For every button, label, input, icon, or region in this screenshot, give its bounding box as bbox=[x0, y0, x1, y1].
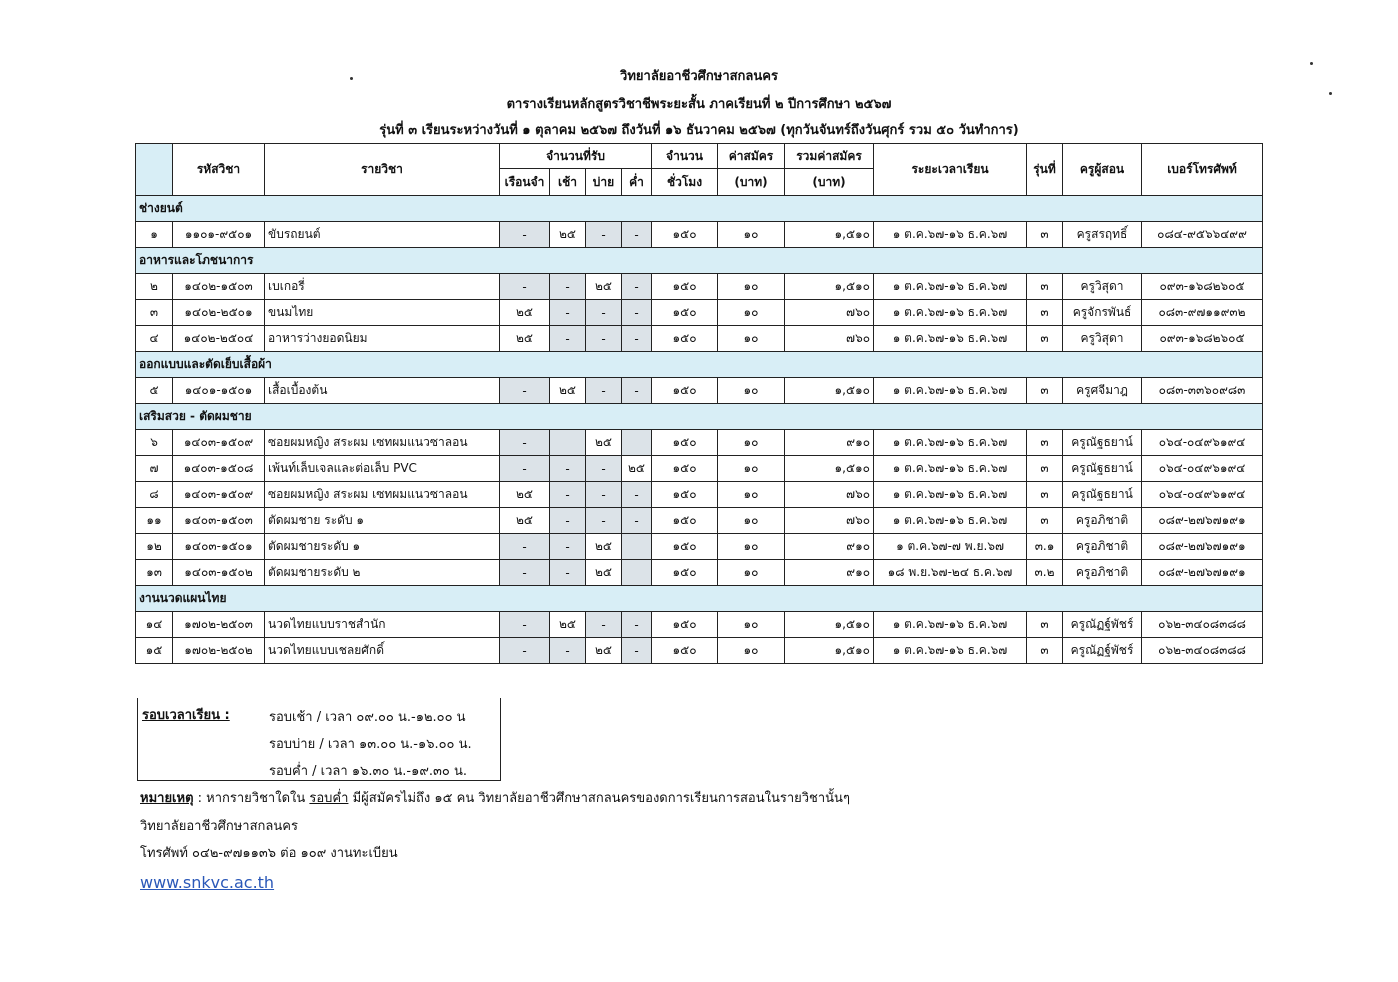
table-row bbox=[136, 430, 1263, 456]
cell-afternoon: - bbox=[586, 508, 622, 534]
cell-dorm: ๒๕ bbox=[500, 326, 550, 352]
table-row bbox=[136, 534, 1263, 560]
rounds-label: รอบเวลาเรียน : bbox=[142, 708, 230, 723]
cell-phone: ๐๖๔-๐๔๙๖๑๙๔ bbox=[1142, 482, 1263, 508]
cell-afternoon: - bbox=[586, 612, 622, 638]
cell-batch: ๓ bbox=[1027, 300, 1063, 326]
cell-subject: เสื้อเบื้องต้น bbox=[265, 378, 500, 404]
cell-evening: - bbox=[622, 222, 652, 248]
cell-subject: ตัดผมชาย ระดับ ๑ bbox=[265, 508, 500, 534]
cell-morning: ๒๕ bbox=[550, 378, 586, 404]
cell-afternoon: ๒๕ bbox=[586, 560, 622, 586]
remark-label: หมายเหตุ bbox=[140, 791, 194, 806]
cell-morning: ๒๕ bbox=[550, 612, 586, 638]
cell-phone: ๐๘๔-๙๕๖๖๔๙๙ bbox=[1142, 222, 1263, 248]
cell-afternoon: - bbox=[586, 222, 622, 248]
scan-speck bbox=[1329, 92, 1332, 95]
header-teacher: ครูผู้สอน bbox=[1063, 144, 1142, 196]
cell-dorm: - bbox=[500, 274, 550, 300]
cell-hours: ๑๕๐ bbox=[652, 508, 718, 534]
group-row bbox=[136, 196, 1263, 222]
cell-phone: ๐๘๓-๙๗๑๑๙๓๒ bbox=[1142, 300, 1263, 326]
cell-total: ๙๑๐ bbox=[785, 430, 874, 456]
cell-total: ๑,๕๑๐ bbox=[785, 222, 874, 248]
cell-phone: ๐๙๓-๑๖๘๒๖๐๕ bbox=[1142, 274, 1263, 300]
cell-phone: ๐๘๙-๒๗๖๗๑๙๑ bbox=[1142, 534, 1263, 560]
cell-dorm: - bbox=[500, 534, 550, 560]
cell-no: ๑๕ bbox=[136, 638, 173, 664]
cell-fee: ๑๐ bbox=[718, 274, 785, 300]
cell-teacher: ครูณัฐธยาน์ bbox=[1063, 482, 1142, 508]
cell-code: ๑๔๐๓-๑๕๐๓ bbox=[173, 508, 265, 534]
website-link[interactable]: www.snkvc.ac.th bbox=[140, 873, 275, 892]
cell-batch: ๓.๒ bbox=[1027, 560, 1063, 586]
cell-evening: - bbox=[622, 378, 652, 404]
cell-evening: - bbox=[622, 300, 652, 326]
cell-morning: - bbox=[550, 456, 586, 482]
cell-total: ๙๑๐ bbox=[785, 560, 874, 586]
cell-subject: ตัดผมชายระดับ ๑ bbox=[265, 534, 500, 560]
cell-dorm: ๒๕ bbox=[500, 508, 550, 534]
cell-afternoon: - bbox=[586, 456, 622, 482]
cell-dorm: - bbox=[500, 638, 550, 664]
cell-phone: ๐๖๒-๓๔๐๘๓๘๘ bbox=[1142, 612, 1263, 638]
cell-code: ๑๔๐๑-๑๕๐๑ bbox=[173, 378, 265, 404]
header-cap-afternoon: บ่าย bbox=[586, 169, 622, 196]
header-fee-top: ค่าสมัคร bbox=[718, 144, 785, 169]
cell-code: ๑๔๐๒-๒๕๐๑ bbox=[173, 300, 265, 326]
cell-morning: - bbox=[550, 638, 586, 664]
cell-no: ๑๑ bbox=[136, 508, 173, 534]
cell-total: ๑,๕๑๐ bbox=[785, 274, 874, 300]
cell-evening: ๒๕ bbox=[622, 456, 652, 482]
cell-batch: ๓ bbox=[1027, 430, 1063, 456]
cell-code: ๑๔๐๒-๑๕๐๓ bbox=[173, 274, 265, 300]
cell-no: ๑๔ bbox=[136, 612, 173, 638]
table-row bbox=[136, 274, 1263, 300]
cell-period: ๑ ต.ค.๖๗-๑๖ ธ.ค.๖๗ bbox=[874, 326, 1027, 352]
header-code: รหัสวิชา bbox=[173, 144, 265, 196]
cell-afternoon: - bbox=[586, 378, 622, 404]
table-row bbox=[136, 482, 1263, 508]
scan-speck bbox=[350, 77, 353, 80]
round-morning: รอบเช้า / เวลา ๐๙.๐๐ น.-๑๒.๐๐ น bbox=[269, 710, 466, 725]
cell-no: ๑๓ bbox=[136, 560, 173, 586]
cell-period: ๑ ต.ค.๖๗-๗ พ.ย.๖๗ bbox=[874, 534, 1027, 560]
group-name: งานนวดแผนไทย bbox=[136, 586, 1263, 612]
cell-morning: ๒๕ bbox=[550, 222, 586, 248]
table-row bbox=[136, 560, 1263, 586]
cell-batch: ๓ bbox=[1027, 274, 1063, 300]
cell-teacher: ครูสรฤทธิ์ bbox=[1063, 222, 1142, 248]
cell-afternoon: ๒๕ bbox=[586, 638, 622, 664]
cell-total: ๑,๕๑๐ bbox=[785, 378, 874, 404]
cell-period: ๑ ต.ค.๖๗-๑๖ ธ.ค.๖๗ bbox=[874, 274, 1027, 300]
cell-phone: ๐๖๔-๐๔๙๖๑๙๔ bbox=[1142, 430, 1263, 456]
schedule-table bbox=[135, 143, 1263, 664]
cell-subject: นวดไทยแบบเชลยศักดิ์ bbox=[265, 638, 500, 664]
cell-hours: ๑๕๐ bbox=[652, 456, 718, 482]
cell-no: ๑ bbox=[136, 222, 173, 248]
cell-afternoon: - bbox=[586, 326, 622, 352]
cell-teacher: ครูศจีมาฎ bbox=[1063, 378, 1142, 404]
cell-total: ๑,๕๑๐ bbox=[785, 638, 874, 664]
cell-morning: - bbox=[550, 482, 586, 508]
cell-phone: ๐๙๓-๑๖๘๒๖๐๕ bbox=[1142, 326, 1263, 352]
cell-evening bbox=[622, 560, 652, 586]
footer-college: วิทยาลัยอาชีวศึกษาสกลนคร bbox=[140, 819, 298, 834]
cell-code: ๑๑๐๑-๙๕๐๑ bbox=[173, 222, 265, 248]
round-evening: รอบค่ำ / เวลา ๑๖.๓๐ น.-๑๙.๓๐ น. bbox=[269, 764, 468, 779]
cell-evening: - bbox=[622, 638, 652, 664]
cell-code: ๑๔๐๓-๑๕๐๘ bbox=[173, 456, 265, 482]
cell-total: ๗๖๐ bbox=[785, 326, 874, 352]
header-subject: รายวิชา bbox=[265, 144, 500, 196]
cell-fee: ๑๐ bbox=[718, 300, 785, 326]
group-name: ช่างยนต์ bbox=[136, 196, 1263, 222]
cell-afternoon: - bbox=[586, 300, 622, 326]
header-period: ระยะเวลาเรียน bbox=[874, 144, 1027, 196]
table-row bbox=[136, 222, 1263, 248]
cell-subject: ขับรถยนต์ bbox=[265, 222, 500, 248]
table-row bbox=[136, 378, 1263, 404]
header-hours-bottom: ชั่วโมง bbox=[652, 169, 718, 196]
cell-batch: ๓ bbox=[1027, 612, 1063, 638]
schedule-title: ตารางเรียนหลักสูตรวิชาชีพระยะสั้น ภาคเรียนที่ ๒ ปีการศึกษา ๒๕๖๗ bbox=[506, 97, 892, 112]
header-total-top: รวมค่าสมัคร bbox=[785, 144, 874, 169]
cell-no: ๒ bbox=[136, 274, 173, 300]
table-row bbox=[136, 612, 1263, 638]
header-total-bottom: (บาท) bbox=[785, 169, 874, 196]
cell-fee: ๑๐ bbox=[718, 508, 785, 534]
cell-no: ๓ bbox=[136, 300, 173, 326]
table-row bbox=[136, 300, 1263, 326]
cell-hours: ๑๕๐ bbox=[652, 430, 718, 456]
cell-total: ๑,๕๑๐ bbox=[785, 456, 874, 482]
cell-afternoon: ๒๕ bbox=[586, 274, 622, 300]
cell-fee: ๑๐ bbox=[718, 222, 785, 248]
cell-hours: ๑๕๐ bbox=[652, 482, 718, 508]
group-row bbox=[136, 352, 1263, 378]
header-cap-morning: เช้า bbox=[550, 169, 586, 196]
cell-teacher: ครูอภิชาติ bbox=[1063, 560, 1142, 586]
cell-morning: - bbox=[550, 300, 586, 326]
cell-evening: - bbox=[622, 482, 652, 508]
cell-period: ๑ ต.ค.๖๗-๑๖ ธ.ค.๖๗ bbox=[874, 508, 1027, 534]
cell-teacher: ครูณัฏฐ์พัชร์ bbox=[1063, 612, 1142, 638]
group-row bbox=[136, 586, 1263, 612]
cell-code: ๑๗๐๒-๒๕๐๓ bbox=[173, 612, 265, 638]
cell-no: ๑๒ bbox=[136, 534, 173, 560]
cell-teacher: ครูวิสุดา bbox=[1063, 326, 1142, 352]
cell-subject: เบเกอรี่ bbox=[265, 274, 500, 300]
cell-period: ๑ ต.ค.๖๗-๑๖ ธ.ค.๖๗ bbox=[874, 638, 1027, 664]
cell-fee: ๑๐ bbox=[718, 456, 785, 482]
cell-evening bbox=[622, 534, 652, 560]
header-fee-bottom: (บาท) bbox=[718, 169, 785, 196]
cell-code: ๑๔๐๓-๑๕๐๙ bbox=[173, 430, 265, 456]
group-name: อาหารและโภชนาการ bbox=[136, 248, 1263, 274]
group-row bbox=[136, 404, 1263, 430]
cell-fee: ๑๐ bbox=[718, 482, 785, 508]
cell-dorm: - bbox=[500, 222, 550, 248]
table-row bbox=[136, 326, 1263, 352]
cell-subject: ซอยผมหญิง สระผม เซทผมแนวซาลอน bbox=[265, 430, 500, 456]
table-row bbox=[136, 456, 1263, 482]
cell-total: ๗๖๐ bbox=[785, 482, 874, 508]
cell-phone: ๐๖๔-๐๔๙๖๑๙๔ bbox=[1142, 456, 1263, 482]
schedule-subtitle: รุ่นที่ ๓ เรียนระหว่างวันที่ ๑ ตุลาคม ๒๕๖๗ ถึงวันที่ ๑๖ ธันวาคม ๒๕๖๗ (ทุกวันจันทร์ถึงวันศุกร์ รวม ๕๐ วันทำการ) bbox=[379, 123, 1019, 138]
cell-no: ๗ bbox=[136, 456, 173, 482]
cell-teacher: ครูจักรพันธ์ bbox=[1063, 300, 1142, 326]
cell-teacher: ครูณัฏฐ์พัชร์ bbox=[1063, 638, 1142, 664]
cell-period: ๑ ต.ค.๖๗-๑๖ ธ.ค.๖๗ bbox=[874, 612, 1027, 638]
cell-phone: ๐๘๙-๒๗๖๗๑๙๑ bbox=[1142, 508, 1263, 534]
round-afternoon: รอบบ่าย / เวลา ๑๓.๐๐ น.-๑๖.๐๐ น. bbox=[269, 737, 472, 752]
cell-evening: - bbox=[622, 508, 652, 534]
cell-morning: - bbox=[550, 326, 586, 352]
cell-hours: ๑๕๐ bbox=[652, 534, 718, 560]
cell-code: ๑๔๐๓-๑๕๐๒ bbox=[173, 560, 265, 586]
footer-phone: โทรศัพท์ ๐๔๒-๙๗๑๑๓๖ ต่อ ๑๐๙ งานทะเบียน bbox=[140, 846, 398, 861]
cell-code: ๑๔๐๒-๒๕๐๔ bbox=[173, 326, 265, 352]
cell-hours: ๑๕๐ bbox=[652, 274, 718, 300]
cell-teacher: ครูวิสุดา bbox=[1063, 274, 1142, 300]
cell-subject: อาหารว่างยอดนิยม bbox=[265, 326, 500, 352]
cell-batch: ๓ bbox=[1027, 222, 1063, 248]
cell-batch: ๓.๑ bbox=[1027, 534, 1063, 560]
cell-subject: ขนมไทย bbox=[265, 300, 500, 326]
cell-evening: - bbox=[622, 274, 652, 300]
cell-code: ๑๔๐๓-๑๕๐๙ bbox=[173, 482, 265, 508]
header-batch: รุ่นที่ bbox=[1027, 144, 1063, 196]
cell-batch: ๓ bbox=[1027, 482, 1063, 508]
header-capacity: จำนวนที่รับ bbox=[500, 144, 652, 169]
remark-emphasis: รอบค่ำ bbox=[309, 791, 349, 806]
cell-no: ๔ bbox=[136, 326, 173, 352]
cell-fee: ๑๐ bbox=[718, 326, 785, 352]
cell-fee: ๑๐ bbox=[718, 378, 785, 404]
cell-fee: ๑๐ bbox=[718, 612, 785, 638]
cell-phone: ๐๘๓-๓๓๖๐๙๘๓ bbox=[1142, 378, 1263, 404]
cell-evening: - bbox=[622, 612, 652, 638]
cell-morning bbox=[550, 430, 586, 456]
table-row bbox=[136, 638, 1263, 664]
cell-hours: ๑๕๐ bbox=[652, 222, 718, 248]
cell-evening bbox=[622, 430, 652, 456]
header-phone: เบอร์โทรศัพท์ bbox=[1142, 144, 1263, 196]
cell-code: ๑๗๐๒-๒๕๐๒ bbox=[173, 638, 265, 664]
header-blank bbox=[136, 144, 173, 196]
cell-dorm: - bbox=[500, 456, 550, 482]
header-cap-evening: ค่ำ bbox=[622, 169, 652, 196]
cell-morning: - bbox=[550, 560, 586, 586]
remark-post: มีผู้สมัครไม่ถึง ๑๕ คน วิทยาลัยอาชีวศึกษาสกลนครของดการเรียนการสอนในรายวิชานั้นๆ bbox=[348, 791, 850, 806]
table-row bbox=[136, 508, 1263, 534]
cell-hours: ๑๕๐ bbox=[652, 560, 718, 586]
cell-fee: ๑๐ bbox=[718, 534, 785, 560]
cell-batch: ๓ bbox=[1027, 326, 1063, 352]
cell-phone: ๐๘๙-๒๗๖๗๑๙๑ bbox=[1142, 560, 1263, 586]
cell-period: ๑ ต.ค.๖๗-๑๖ ธ.ค.๖๗ bbox=[874, 222, 1027, 248]
cell-total: ๗๖๐ bbox=[785, 300, 874, 326]
cell-subject: ซอยผมหญิง สระผม เซทผมแนวซาลอน bbox=[265, 482, 500, 508]
cell-evening: - bbox=[622, 326, 652, 352]
header-hours-top: จำนวน bbox=[652, 144, 718, 169]
cell-batch: ๓ bbox=[1027, 378, 1063, 404]
cell-teacher: ครูณัฐธยาน์ bbox=[1063, 456, 1142, 482]
cell-subject: ตัดผมชายระดับ ๒ bbox=[265, 560, 500, 586]
cell-batch: ๓ bbox=[1027, 508, 1063, 534]
cell-afternoon: ๒๕ bbox=[586, 534, 622, 560]
cell-dorm: - bbox=[500, 560, 550, 586]
cell-period: ๑๘ พ.ย.๖๗-๒๔ ธ.ค.๖๗ bbox=[874, 560, 1027, 586]
remark-pre: : หากรายวิชาใดใน bbox=[193, 791, 310, 806]
cell-hours: ๑๕๐ bbox=[652, 326, 718, 352]
cell-subject: นวดไทยแบบราชสำนัก bbox=[265, 612, 500, 638]
cell-period: ๑ ต.ค.๖๗-๑๖ ธ.ค.๖๗ bbox=[874, 456, 1027, 482]
group-name: ออกแบบและตัดเย็บเสื้อผ้า bbox=[136, 352, 1263, 378]
cell-fee: ๑๐ bbox=[718, 430, 785, 456]
cell-afternoon: - bbox=[586, 482, 622, 508]
cell-dorm: ๒๕ bbox=[500, 482, 550, 508]
group-name: เสริมสวย - ตัดผมชาย bbox=[136, 404, 1263, 430]
cell-hours: ๑๕๐ bbox=[652, 300, 718, 326]
cell-period: ๑ ต.ค.๖๗-๑๖ ธ.ค.๖๗ bbox=[874, 378, 1027, 404]
cell-total: ๗๖๐ bbox=[785, 508, 874, 534]
cell-no: ๖ bbox=[136, 430, 173, 456]
cell-dorm: - bbox=[500, 378, 550, 404]
cell-subject: เพ้นท์เล็บเจลและต่อเล็บ PVC bbox=[265, 456, 500, 482]
cell-no: ๕ bbox=[136, 378, 173, 404]
cell-teacher: ครูอภิชาติ bbox=[1063, 508, 1142, 534]
cell-dorm: ๒๕ bbox=[500, 300, 550, 326]
cell-hours: ๑๕๐ bbox=[652, 378, 718, 404]
cell-phone: ๐๖๒-๓๔๐๘๓๘๘ bbox=[1142, 638, 1263, 664]
cell-teacher: ครูอภิชาติ bbox=[1063, 534, 1142, 560]
cell-dorm: - bbox=[500, 430, 550, 456]
cell-hours: ๑๕๐ bbox=[652, 612, 718, 638]
cell-teacher: ครูณัฐธยาน์ bbox=[1063, 430, 1142, 456]
cell-fee: ๑๐ bbox=[718, 638, 785, 664]
scan-speck bbox=[1310, 62, 1313, 65]
cell-morning: - bbox=[550, 508, 586, 534]
college-title: วิทยาลัยอาชีวศึกษาสกลนคร bbox=[620, 69, 778, 84]
cell-no: ๘ bbox=[136, 482, 173, 508]
cell-dorm: - bbox=[500, 612, 550, 638]
remark bbox=[140, 787, 850, 808]
cell-total: ๑,๕๑๐ bbox=[785, 612, 874, 638]
cell-hours: ๑๕๐ bbox=[652, 638, 718, 664]
group-row bbox=[136, 248, 1263, 274]
cell-afternoon: ๒๕ bbox=[586, 430, 622, 456]
rounds-box bbox=[137, 698, 501, 781]
cell-code: ๑๔๐๓-๑๕๐๑ bbox=[173, 534, 265, 560]
cell-period: ๑ ต.ค.๖๗-๑๖ ธ.ค.๖๗ bbox=[874, 430, 1027, 456]
cell-batch: ๓ bbox=[1027, 638, 1063, 664]
cell-period: ๑ ต.ค.๖๗-๑๖ ธ.ค.๖๗ bbox=[874, 300, 1027, 326]
cell-fee: ๑๐ bbox=[718, 560, 785, 586]
header-cap-dorm: เรือนจำ bbox=[500, 169, 550, 196]
cell-morning: - bbox=[550, 534, 586, 560]
cell-batch: ๓ bbox=[1027, 456, 1063, 482]
cell-period: ๑ ต.ค.๖๗-๑๖ ธ.ค.๖๗ bbox=[874, 482, 1027, 508]
cell-morning: - bbox=[550, 274, 586, 300]
cell-total: ๙๑๐ bbox=[785, 534, 874, 560]
